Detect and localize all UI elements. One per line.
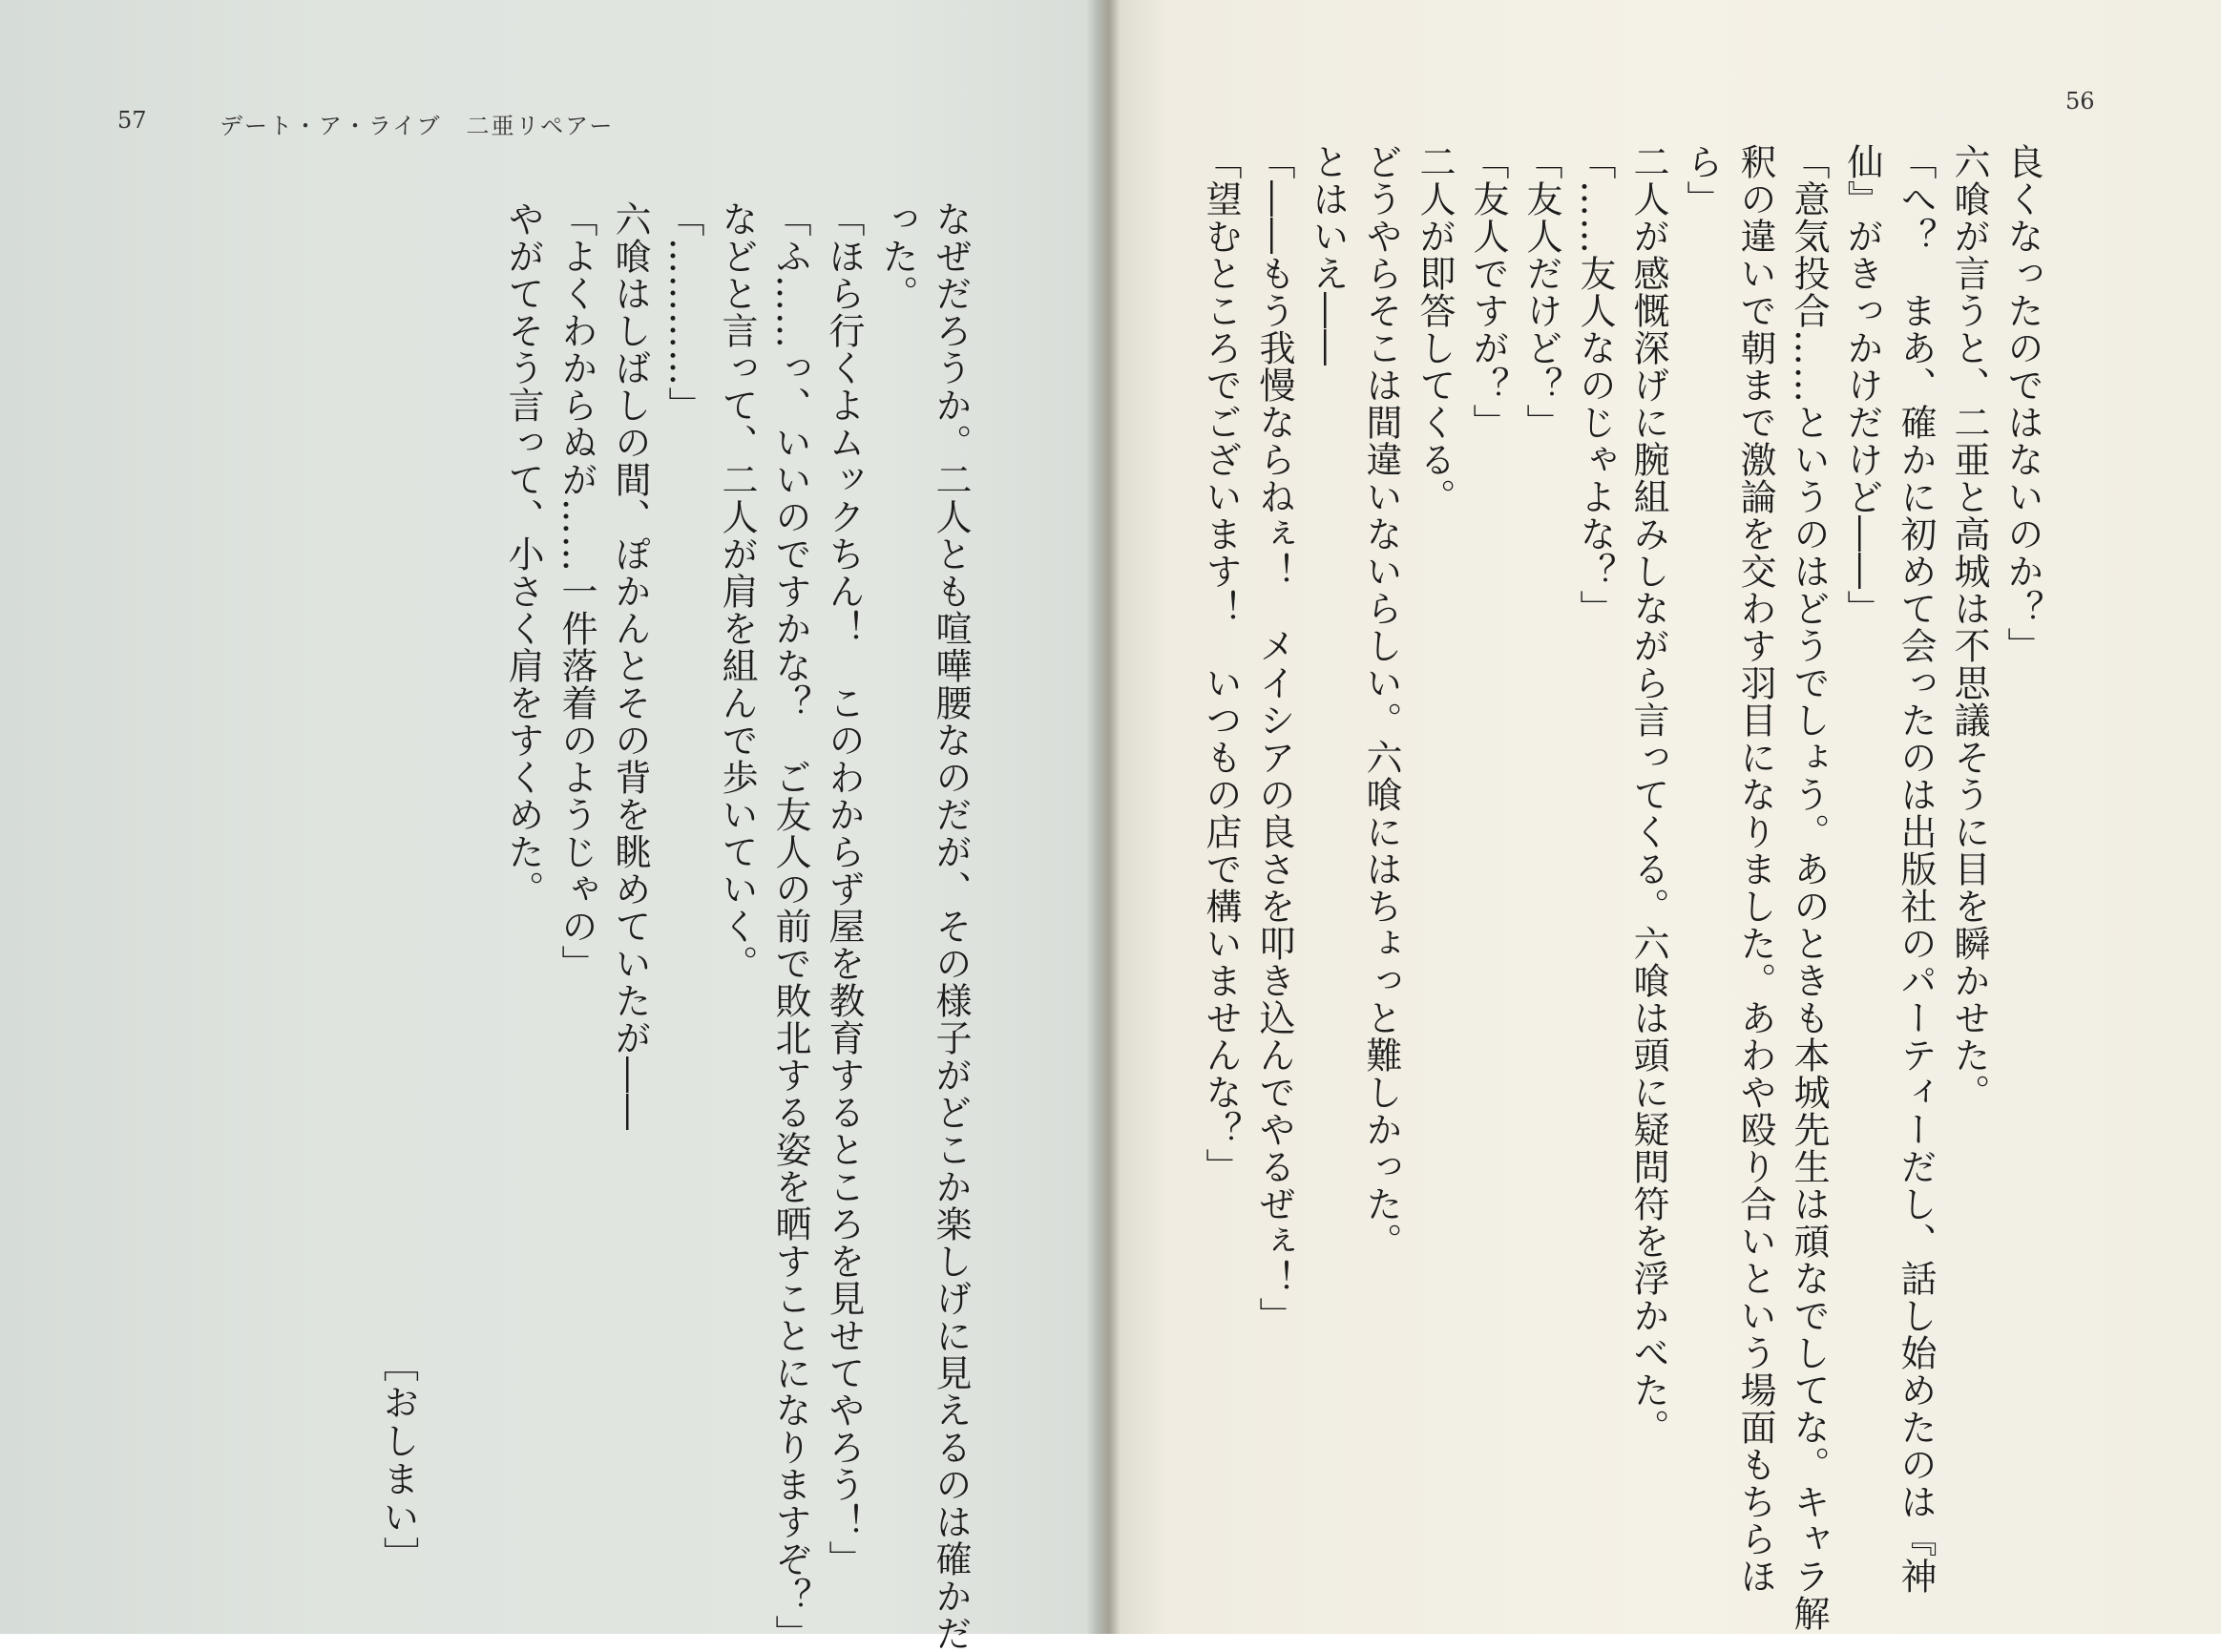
text-line: 釈の違いで朝まで激論を交わす羽目になりました。あわや殴り合いという場面もちらほ (1734, 143, 1776, 1595)
book-gutter (1086, 0, 1121, 1634)
text-line: 仙』がきっかけだけど――」 (1841, 143, 1883, 627)
text-line: 「ふ……っ、いいのですかな？ ご友人の前で敗北する姿を晒すことになりますぞ？」 (769, 200, 811, 1652)
text-line: 良くなったのではないのか？」 (2001, 143, 2043, 664)
text-line: 「友人ですが？」 (1467, 143, 1509, 441)
running-head: デート・ア・ライブ 二亜リペアー (220, 113, 615, 139)
left-page-number: 57 (117, 107, 147, 134)
text-line: った。 (876, 200, 918, 312)
text-line: 「――もう我慢ならねぇ！ メイシアの良さを叩き込んでやるぜぇ！」 (1253, 143, 1295, 1334)
text-line: やがてそう言って、小さく肩をすくめた。 (502, 200, 544, 908)
left-body-text (443, 200, 977, 1652)
text-line: 「望むところでございます！ いつもの店で構いませんな？」 (1200, 143, 1242, 1185)
text-line: なぜだろうか。二人とも喧嘩腰なのだが、その様子がどこか楽しげに見えるのは確かだ (930, 200, 972, 1652)
text-line: などと言って、二人が肩を組んで歩いていく。 (716, 200, 758, 982)
text-line: ら」 (1681, 143, 1723, 218)
left-page (0, 0, 1101, 1652)
text-line: 「へ？ まあ、確かに初めて会ったのは出版社のパーティーだし、話し始めたのは『神 (1895, 143, 1937, 1595)
right-page (1101, 0, 2221, 1634)
text-line: 二人が感慨深げに腕組みしながら言ってくる。六喰は頭に疑問符を浮かべた。 (1627, 143, 1669, 1446)
background-illustration (115, 38, 306, 172)
text-line: 「ほら行くよムックちん！ このわからず屋を教育するところを見せてやろう！」 (823, 200, 865, 1578)
text-line: 六喰が言うと、二亜と高城は不思議そうに目を瞬かせた。 (1948, 143, 1990, 1111)
text-line: どうやらそこは間違いないらしい。六喰にはちょっと難しかった。 (1360, 143, 1402, 1260)
text-line: 「……友人なのじゃよな？」 (1574, 143, 1616, 627)
text-line: 「意気投合……というのはどうでしょう。あのときも本城先生は頑なでしてな。キャラ解 (1788, 143, 1830, 1632)
ending-mark: ［おしまい］ (377, 1346, 419, 1575)
text-line: 「よくわからぬが……一件落着のようじゃの」 (555, 200, 597, 982)
right-body-text (1200, 143, 2049, 1632)
text-line: とはいえ―― (1307, 143, 1349, 366)
text-line: 六喰はしばしの間、ぽかんとその背を眺めていたが―― (609, 200, 651, 1131)
text-line: 二人が即答してくる。 (1414, 143, 1456, 515)
text-line: 「友人だけど？」 (1520, 143, 1562, 441)
text-line: 「…………」 (662, 200, 704, 424)
right-page-number: 56 (2065, 88, 2095, 115)
